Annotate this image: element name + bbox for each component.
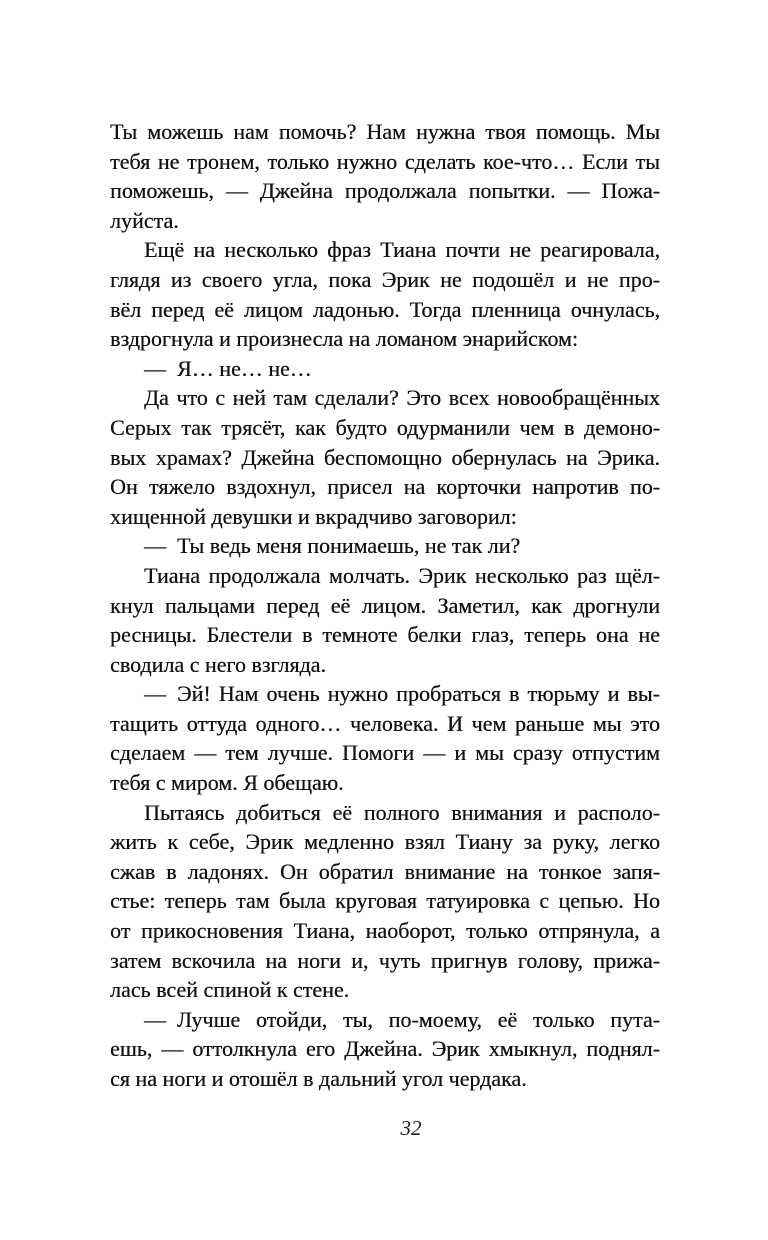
text-line: от прикосновения Тиана, наоборот, только отпрянула, а xyxy=(110,918,660,944)
text-line: — Лучше отойди, ты, по-моему, её только пута- xyxy=(144,1006,660,1032)
text-line: тебя не тронем, только нужно сделать кое-что… Если ты xyxy=(110,148,660,174)
text-line: — Я… не… не… xyxy=(144,355,312,381)
text-line: Да что с ней там сделали? Это всех новообращённых xyxy=(144,385,660,411)
text-line: Серых так трясёт, как будто одурманили чем в демоно- xyxy=(110,414,660,440)
text-line: ся на ноги и отошёл в дальний угол чердака. xyxy=(110,1066,527,1091)
paragraph xyxy=(110,531,660,561)
text-line: хищенной девушки и вкрадчиво заговорил: xyxy=(110,503,517,529)
text-line: Он тяжело вздохнул, присел на корточки напротив по- xyxy=(110,474,660,500)
text-line: ешь, — оттолкнула его Джейна. Эрик хмыкнул, поднял- xyxy=(110,1036,660,1062)
text-block xyxy=(110,117,660,1094)
text-line: лась всей спиной к стене. xyxy=(110,977,350,1003)
text-line: поможешь, — Джейна продолжала попытки. — Пожа- xyxy=(110,178,660,204)
text-line: ресницы. Блестели в темноте белки глаз, теперь она не xyxy=(110,622,660,648)
text-line: сделаем — тем лучше. Помоги — и мы сразу отпустим xyxy=(110,740,660,766)
page-number: 32 xyxy=(400,1116,422,1140)
text-line: — Ты ведь меня понимаешь, не так ли? xyxy=(144,533,521,559)
paragraph xyxy=(110,561,660,679)
text-line: вых храмах? Джейна беспомощно обернулась на Эрика. xyxy=(110,444,660,470)
text-line: Тиана продолжала молчать. Эрик несколько раз щёл- xyxy=(144,562,660,588)
text-line: стье: теперь там была круговая татуировка с цепью. Но xyxy=(110,888,660,914)
paragraph xyxy=(110,117,660,235)
paragraph xyxy=(110,1005,660,1094)
paragraph xyxy=(110,235,660,353)
text-line: вёл перед её лицом ладонью. Тогда пленница очнулась, xyxy=(110,296,660,322)
text-line: Ещё на несколько фраз Тиана почти не реагировала, xyxy=(144,237,660,263)
text-line: жить к себе, Эрик медленно взял Тиану за руку, легко xyxy=(110,829,660,855)
paragraph xyxy=(110,354,660,384)
text-line: затем вскочила на ноги и, чуть пригнув голову, прижа- xyxy=(110,947,660,973)
text-line: сжав в ладонях. Он обратил внимание на тонкое запя- xyxy=(110,858,660,884)
text-line: вздрогнула и произнесла на ломаном энарийском: xyxy=(110,326,578,352)
text-line: тащить оттуда одного… человека. И чем раньше мы это xyxy=(110,710,660,736)
text-line: сводила с него взгляда. xyxy=(110,651,326,677)
text-line: Ты можешь нам помочь? Нам нужна твоя помощь. Мы xyxy=(110,119,660,144)
paragraph xyxy=(110,798,660,1005)
text-line: глядя из своего угла, пока Эрик не подошёл и не про- xyxy=(110,266,660,292)
text-line: луйста. xyxy=(110,207,179,233)
paragraph xyxy=(110,679,660,797)
text-line: кнул пальцами перед её лицом. Заметил, как дрогнули xyxy=(110,592,660,618)
text-line: тебя с миром. Я обещаю. xyxy=(110,770,344,796)
text-line: — Эй! Нам очень нужно пробраться в тюрьму и вы- xyxy=(144,681,660,707)
text-line: Пытаясь добиться её полного внимания и располо- xyxy=(144,799,660,825)
paragraph xyxy=(110,383,660,531)
